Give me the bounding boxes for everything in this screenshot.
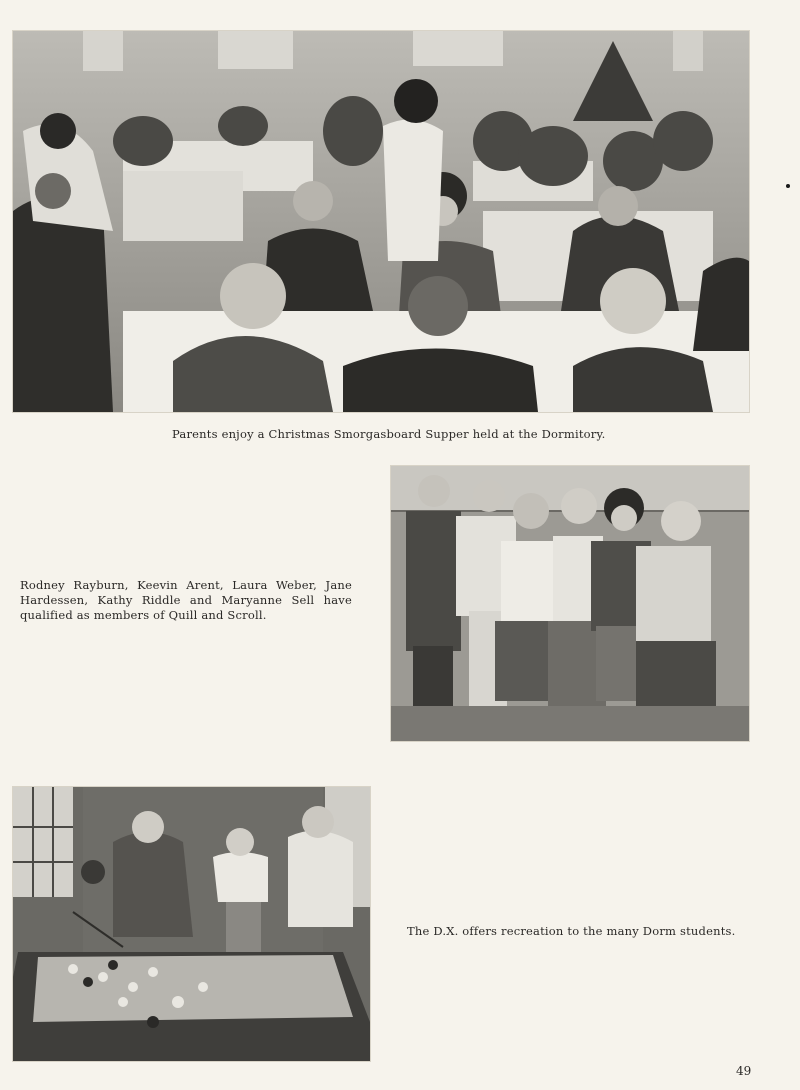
- dinner-caption: Parents enjoy a Christmas Smorgasboard Supper held at the Dormitory.: [172, 427, 606, 441]
- page-number: 49: [736, 1064, 752, 1078]
- quill-scroll-photo: [391, 466, 749, 741]
- pool-photo: [13, 787, 370, 1061]
- quill-scroll-caption: Rodney Rayburn, Keevin Arent, Laura Weber, Jane Hardessen, Kathy Riddle and Maryanne Sell have qualified as members of Quill and Scroll.: [20, 578, 352, 622]
- pool-caption: The D.X. offers recreation to the many Dorm students.: [407, 924, 736, 938]
- print-speck: [786, 184, 790, 188]
- dinner-photo: [13, 31, 749, 412]
